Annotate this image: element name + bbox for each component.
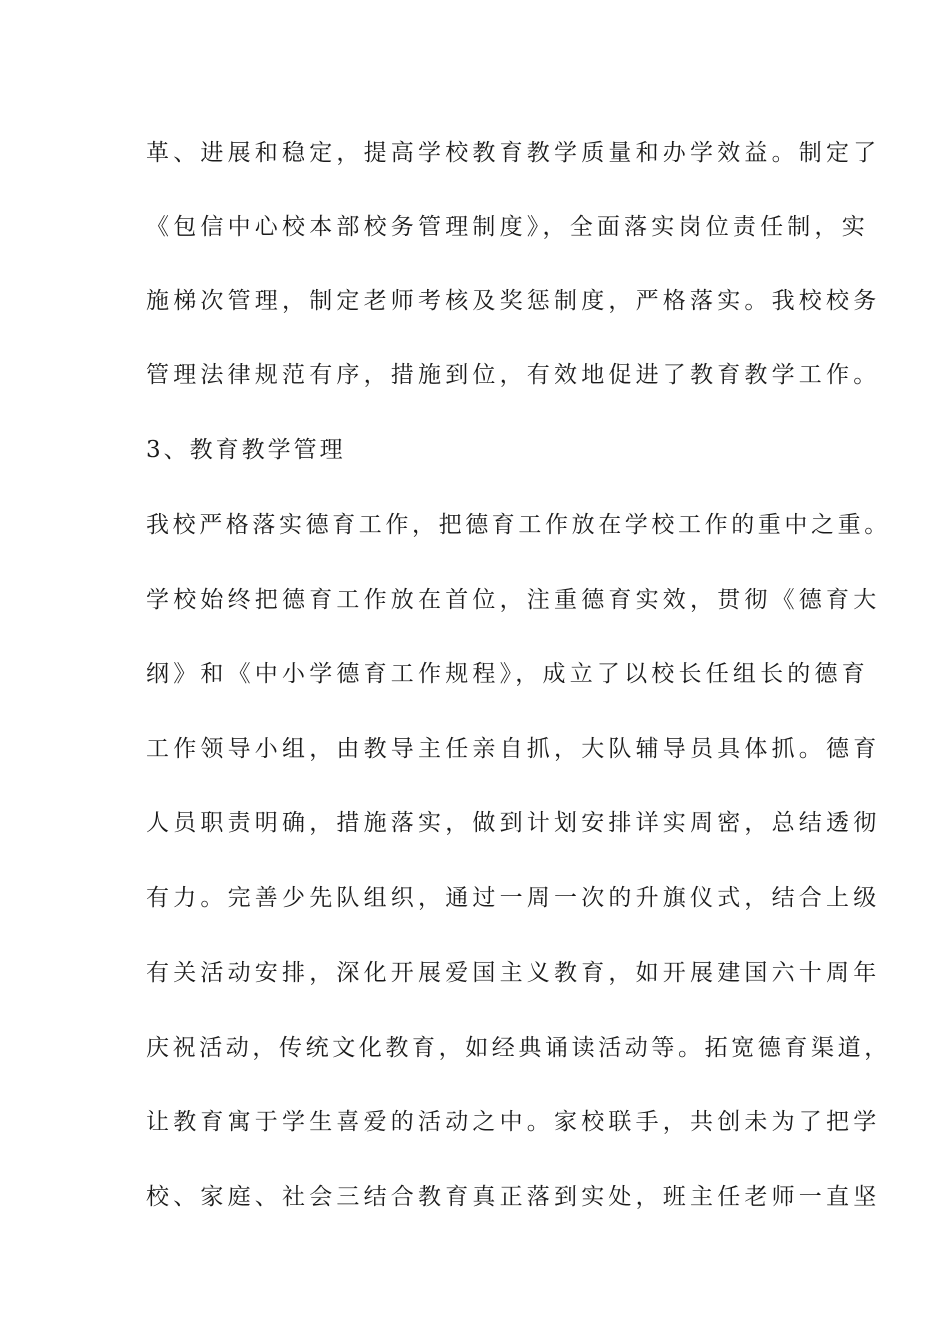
paragraph-line: 让教育寓于学生喜爱的活动之中。家校联手，共创未为了把学 bbox=[146, 1109, 881, 1135]
paragraph-line: 校、家庭、社会三结合教育真正落到实处，班主任老师一直坚 bbox=[146, 1184, 881, 1210]
paragraph-line: 工作领导小组，由教导主任亲自抓，大队辅导员具体抓。德育 bbox=[146, 736, 881, 762]
paragraph-line: 人员职责明确，措施落实，做到计划安排详实周密，总结透彻 bbox=[146, 810, 881, 836]
paragraph-line: 庆祝活动，传统文化教育，如经典诵读活动等。拓宽德育渠道， bbox=[146, 1035, 891, 1061]
paragraph-line: 革、进展和稳定，提高学校教育教学质量和办学效益。制定了 bbox=[146, 140, 881, 166]
paragraph-line: 纲》和《中小学德育工作规程》，成立了以校长任组长的德育 bbox=[146, 661, 869, 687]
paragraph-line: 我校严格落实德育工作，把德育工作放在学校工作的重中之重。 bbox=[146, 512, 891, 538]
paragraph-line: 学校始终把德育工作放在首位，注重德育实效，贯彻《德育大 bbox=[146, 587, 881, 613]
paragraph-line: 有关活动安排，深化开展爱国主义教育，如开展建国六十周年 bbox=[146, 960, 881, 986]
paragraph-line: 管理法律规范有序，措施到位，有效地促进了教育教学工作。 bbox=[146, 362, 881, 388]
paragraph-line: 《包信中心校本部校务管理制度》，全面落实岗位责任制，实 bbox=[146, 214, 869, 240]
section-heading: 3、教育教学管理 bbox=[146, 437, 346, 463]
paragraph-line: 有力。完善少先队组织，通过一周一次的升旗仪式，结合上级 bbox=[146, 885, 881, 911]
paragraph-line: 施梯次管理，制定老师考核及奖惩制度，严格落实。我校校务 bbox=[146, 288, 881, 314]
